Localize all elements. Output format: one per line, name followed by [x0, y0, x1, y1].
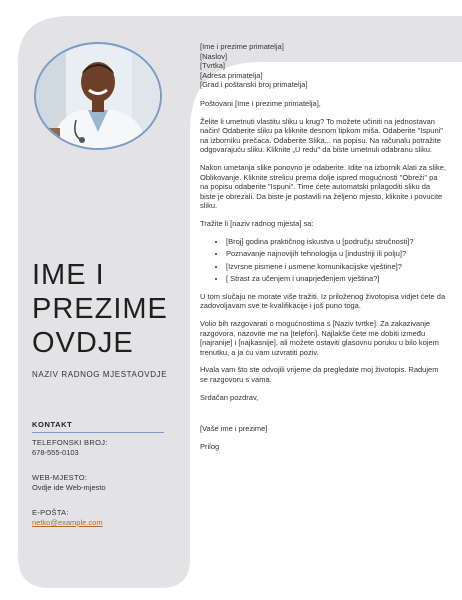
address-line: [Grad i poštanski broj primatelja] — [200, 80, 308, 90]
list-item[interactable]: • [Izvrsne pismene i usmene komunikacijske vještine]? — [226, 262, 446, 272]
email-label: E-POŠTA: — [32, 508, 69, 517]
address-line: [Naslov] — [200, 51, 228, 61]
web-label: WEB-MJESTO: — [32, 473, 88, 482]
address-line: [Adresa primatelja] — [200, 70, 263, 80]
list-item[interactable]: • Poznavanje najnovijih tehnologija u [industriji ili polju]? — [226, 249, 446, 259]
web-block — [32, 473, 172, 493]
list-item[interactable]: • [ Strast za učenjem i unaprjeđenjem vještina?] — [226, 274, 446, 284]
name-line-2: PREZIME — [32, 293, 168, 325]
phone-label: TELEFONSKI BROJ: — [32, 438, 108, 447]
paragraph-photo-insert[interactable]: Želite li umetnuti vlastitu sliku u krug? To možete učiniti na jednostavan način! Odaberite sliku pa kliknite desnom tipkom miša. Odaberite "Ispuni" na izborniku prečaca. Odaberite Slika... na popisu. Na računalu potražite odgovarajuću sliku. Kliknite „U redu" da biste umetnuli odabranu sliku. — [200, 116, 443, 155]
closing[interactable]: Srdačan pozdrav, — [200, 392, 259, 402]
name-line-1: IME I — [32, 259, 105, 291]
address-line: [Ime i prezime primatelja] — [200, 42, 284, 51]
web-value[interactable]: Ovdje ide Web-mjesto — [32, 483, 106, 492]
recipient-address[interactable] — [200, 42, 446, 90]
paragraph-thanks[interactable]: Hvala vam što ste odvojili vrijeme da pregledate moj životopis. Radujem se razgovoru s vama. — [200, 365, 439, 385]
paragraph-photo-crop[interactable]: Nakon umetanja slike ponovno je odaberite. Idite na izbornik Alati za slike, Oblikovanje. Kliknite strelicu prema dolje ispred mogućnosti "Obreži" pa na popisu odaberite "Ispuni". Time ćete automatski prilagoditi sliku da biste je obrezali. Da biste je postavili na željeno mjesto, kliknite i povucite sliku. — [200, 162, 446, 211]
email-link[interactable]: netko@example.com — [32, 518, 103, 527]
applicant-name[interactable] — [32, 258, 192, 360]
email-block — [32, 508, 172, 528]
qualifications-list — [200, 237, 446, 284]
contact-heading: KONTAKT — [32, 420, 164, 433]
phone-value[interactable]: 678-555-0103 — [32, 448, 79, 457]
name-line-3: OVDJE — [32, 327, 134, 359]
letter-body — [200, 42, 446, 459]
portrait-photo-icon — [32, 40, 164, 152]
paragraph-interview[interactable]: Volio bih razgovarati o mogućnostima s [Naziv tvrtke]. Za zakazivanje razgovora, nazovite me na [telefon]. Najlakše ćete me dobiti između [najranije] i [najkasnije], ali možete ostaviti glasovnu poruku u bilo kojem trenutku, a ja ću vam uzvratiti poziv. — [200, 319, 439, 357]
phone-block — [32, 438, 172, 458]
signature[interactable]: [Vaše ime i prezime] — [200, 424, 268, 434]
paragraph-fit[interactable]: U tom slučaju ne morate više tražiti. Iz priloženog životopisa vidjet ćete da zadovoljavam sve te kvalifikacije i još puno toga. — [200, 291, 446, 311]
job-title[interactable]: NAZIV RADNOG MJESTAOVDJE — [32, 370, 168, 379]
salutation[interactable]: Poštovani [Ime i prezime primatelja], — [200, 98, 321, 108]
list-item[interactable]: • [Broj] godina praktičnog iskustva u [području stručnosti]? — [226, 237, 446, 247]
list-intro[interactable]: Tražite li [naziv radnog mjesta] sa: — [200, 218, 314, 228]
enclosure[interactable]: Prilog — [200, 441, 220, 451]
profile-photo[interactable] — [32, 40, 164, 152]
address-line: [Tvrtka] — [200, 61, 226, 71]
